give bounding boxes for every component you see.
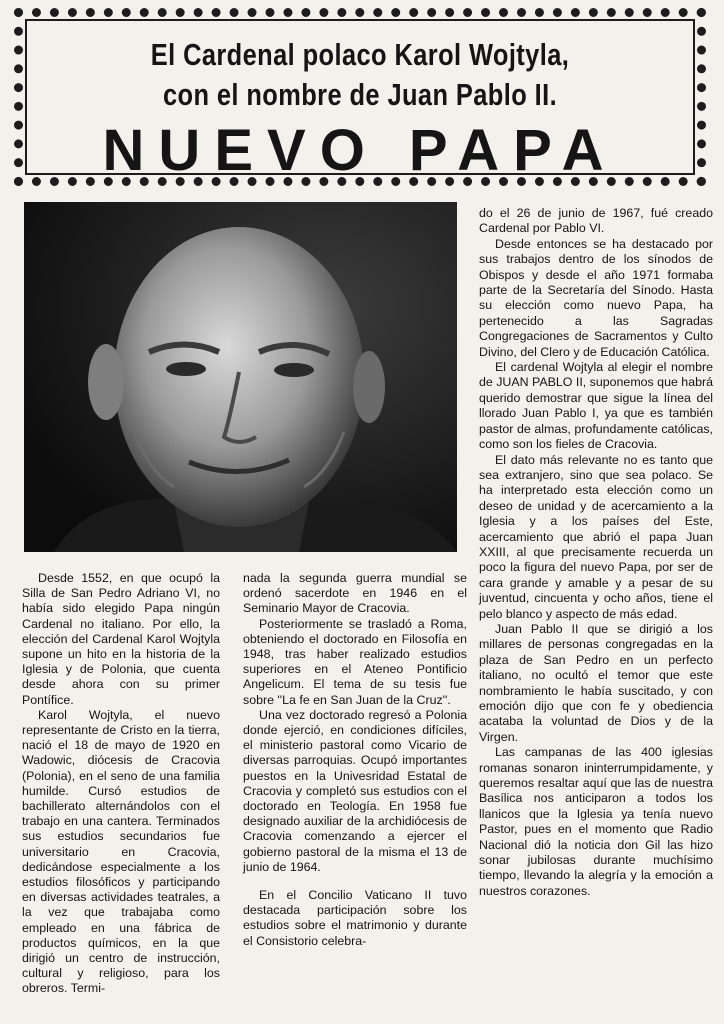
column2-paragraph-2: Posteriormente se trasladó a Roma, obteniendo el doctorado en Filosofía en 1948, tras haber realizado estudios superiores en el Ateneo Pontificio Angelicum. El tema de su tesis fue sobre ''La fe en San Juan de la Cruz''. [243,616,467,707]
column2-paragraph-1: nada la segunda guerra mundial se ordenó sacerdote en 1946 en el Seminario Mayor de Cracovia. [243,571,467,616]
column3-paragraph-4: El dato más relevante no es tanto que sea extranjero, sino que sea polaco. Se ha interpretado esta elección como un deseo de unidad y de acercamiento a la Iglesia y a los países del Este, acercamiento que abrió el papa Juan XXIII, al que precisamente recuerda un poco la figura del nuevo Papa, por ser de cara grande y amable y a pesar de su juventud, cincuenta y ocho años, tiene el pelo blanco y aspecto de más edad. [479,452,713,621]
column3-paragraph-6: Las campanas de las 400 iglesias romanas sonaron ininterrumpidamente, y queremos resaltar aquí que las de nuestra Basílica nos anticiparon a todos los llanicos que la Iglesia ya tenía nuevo Pastor, pues en el momento que Radio Nacional dió la noticia don Gil las hizo sonar jubilosas durante muchísimo tiempo, llevando la alegría y la emoción a nuestros corazones. [479,745,713,898]
headline-box [14,8,706,186]
article-column-2 [243,571,467,949]
column3-paragraph-1: do el 26 de junio de 1967, fué creado Cardenal por Pablo VI. [479,206,713,236]
headline-main: NUEVO PAPA [102,118,618,183]
column1-paragraph-2: Karol Wojtyla, el nuevo representante de Cristo en la tierra, nació el 18 de mayo de 1920 en Wadowic, diócesis de Cracovia (Polonia), en el seno de una familia humilde. Cursó estudios de bachillerato alternándolos con el trabajo en una cantera. Terminados sus estudios secundarios fue universitario en Cracovia, dedicándose especialmente a los estudios filosóficos y participando en diversas actividades teatrales, a la vez que trabajaba como empleado en una fábrica de productos químicos, en la que dirigió un centro de instrucción, cultural y religioso, para los obreros. Termi- [22,707,220,996]
column2-paragraph-3: Una vez doctorado regresó a Polonia donde ejerció, en condiciones difíciles, el ministerio pastoral como Vicario de diversas parroquias. Ocupó importantes puestos en la Univesridad Estatal de Cracovia y completó sus estudios con el doctorado en Teología. En 1958 fue designado auxiliar de la archidiócesis de Cracovia comenzando a ejercer el gobierno pastoral de la misma el 13 de junio de 1964. [243,707,467,874]
column3-paragraph-2: Desde entonces se ha destacado por sus trabajos dentro de los sínodos de Obispos y desde el año 1971 formaba parte de la Secretaría del Sínodo. Hasta su elección como nuevo Papa, ha pertenecido a las Sagradas Congregaciones de Sacramentos y Culto Divino, del Clero y de Educación Católica. [479,236,713,359]
column3-paragraph-5: Juan Pablo II que se dirigió a los millares de personas congregadas en la plaza de San Pedro en un perfecto italiano, no ocultó el temor que este nombramiento le había suscitado, y con emoción dijo que con fe y obediencia acataba la voluntad de Dios y de la Virgen. [479,621,713,744]
headline-line-1: El Cardenal polaco Karol Wojtyla, [150,37,570,72]
column1-paragraph-1: Desde 1552, en que ocupó la Silla de San Pedro Adriano VI, no había sido elegido Papa ningún Cardenal no italiano. Por ello, la elección del Cardenal Karol Wojtyla supone un hito en la historia de la Iglesia y de Polonia, que cuenta desde ahora con su primer Pontífice. [22,571,220,707]
column2-paragraph-4: En el Concilio Vaticano II tuvo destacada participación sobre los estudios sobre el matrimonio y durante el Consistorio celebra- [243,888,467,948]
headline-line-2: con el nombre de Juan Pablo II. [162,77,558,112]
article-column-1 [22,571,220,997]
portrait-photo [24,202,457,552]
portrait-illustration [24,202,457,552]
article-column-3 [479,206,713,899]
column3-paragraph-3: El cardenal Wojtyla al elegir el nombre de JUAN PABLO II, suponemos que habrá querido demostrar que sigue la línea del llorado Juan Pablo I, ya que es también pastor de almas, profundamente católicas, como son los fieles de Cracovia. [479,360,713,452]
